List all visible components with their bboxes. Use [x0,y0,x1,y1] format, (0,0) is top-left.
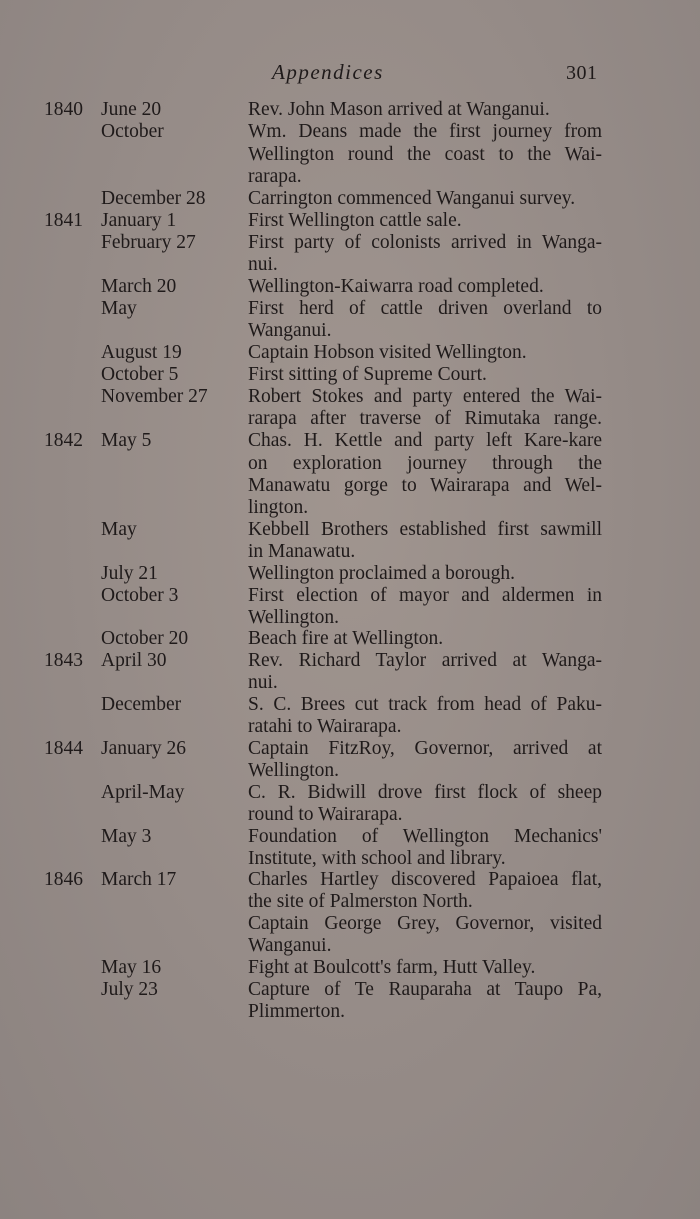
chronology-line [0,429,700,453]
page-number: 301 [566,62,598,84]
date-label: October 3 [101,585,179,606]
chronology-line [0,143,700,167]
event-text: lington. [248,497,309,518]
chronology-line [0,781,700,805]
chronology-line [0,496,700,520]
chronology-line [0,978,700,1002]
year-label: 1840 [44,99,83,120]
chronology-line [0,912,700,936]
chronology-line [0,540,700,564]
year-label: 1843 [44,650,83,671]
date-label: May [101,298,137,319]
chronology-line [0,275,700,299]
event-text: First party of colonists arrived in Wanga- [248,232,602,253]
year-label: 1846 [44,869,83,890]
chronology-line [0,319,700,343]
chronology-line [0,253,700,277]
event-text: Wellington proclaimed a borough. [248,563,516,584]
chronology-line [0,363,700,387]
event-text: Charles Hartley discovered Papaioea flat, [248,869,602,890]
date-label: February 27 [101,232,196,253]
date-label: December [101,694,182,715]
event-text: First Wellington cattle sale. [248,210,462,231]
year-label: 1844 [44,738,83,759]
date-label: April 30 [101,650,167,671]
date-label: December 28 [101,188,206,209]
running-head [0,60,700,90]
chronology-line [0,452,700,476]
event-text: Wm. Deans made the first journey from [248,121,602,142]
date-label: October 5 [101,364,179,385]
chronology-line [0,187,700,211]
date-label: April-May [101,782,185,803]
chronology-line [0,715,700,739]
event-text: Fight at Boulcott's farm, Hutt Valley. [248,957,536,978]
event-text: Wanganui. [248,935,332,956]
chronology-line [0,737,700,761]
chronology-line [0,297,700,321]
event-text: the site of Palmerston North. [248,891,473,912]
date-label: March 20 [101,276,177,297]
event-text: Rev. John Mason arrived at Wanganui. [248,99,550,120]
date-label: November 27 [101,386,208,407]
chronology-line [0,890,700,914]
event-text: Chas. H. Kettle and party left Kare-kare [248,430,602,451]
chronology-line [0,868,700,892]
date-label: May 16 [101,957,162,978]
chronology-line [0,120,700,144]
event-text: Manawatu gorge to Wairarapa and Wel- [248,475,602,496]
event-text: ratahi to Wairarapa. [248,716,402,737]
date-label: October 20 [101,628,189,649]
year-label: 1841 [44,210,83,231]
date-label: July 23 [101,979,158,1000]
date-label: October [101,121,164,142]
date-label: May 5 [101,430,152,451]
chronology-line [0,407,700,431]
event-text: Beach fire at Wellington. [248,628,444,649]
chronology-line [0,562,700,586]
chronology-line [0,1000,700,1024]
date-label: May [101,519,137,540]
date-label: August 19 [101,342,182,363]
date-label: March 17 [101,869,177,890]
event-text: Foundation of Wellington Mechanics' [248,826,602,847]
chronology-line [0,627,700,651]
event-text: Captain George Grey, Governor, visited [248,913,602,934]
event-text: Institute, with school and library. [248,848,506,869]
event-text: Wellington round the coast to the Wai- [248,144,602,165]
event-text: round to Wairarapa. [248,804,403,825]
event-text: C. R. Bidwill drove first flock of sheep [248,782,602,803]
chronology-line [0,671,700,695]
event-text: Kebbell Brothers established first sawmill [248,519,602,540]
date-label: July 21 [101,563,158,584]
date-label: June 20 [101,99,162,120]
event-text: Carrington commenced Wanganui survey. [248,188,576,209]
chronology-line [0,341,700,365]
event-text: on exploration journey through the [248,453,602,474]
event-text: First sitting of Supreme Court. [248,364,487,385]
event-text: nui. [248,672,278,693]
event-text: Plimmerton. [248,1001,345,1022]
event-text: Wanganui. [248,320,332,341]
chronology-line [0,518,700,542]
chronology-line [0,649,700,673]
chronology-line [0,825,700,849]
chronology-line [0,98,700,122]
chronology-line [0,956,700,980]
date-label: January 26 [101,738,187,759]
event-text: nui. [248,254,278,275]
running-head-title: Appendices [272,60,384,84]
event-text: Captain Hobson visited Wellington. [248,342,527,363]
event-text: rarapa after traverse of Rimutaka range. [248,408,602,429]
chronology-line [0,759,700,783]
event-text: Rev. Richard Taylor arrived at Wanga- [248,650,602,671]
chronology-line [0,231,700,255]
event-text: rarapa. [248,166,302,187]
chronology-line [0,209,700,233]
chronology-line [0,165,700,189]
chronology-line [0,385,700,409]
event-text: Wellington. [248,607,340,628]
event-text: Wellington-Kaiwarra road completed. [248,276,544,297]
date-label: January 1 [101,210,177,231]
chronology-line [0,934,700,958]
year-label: 1842 [44,430,83,451]
chronology-line [0,584,700,608]
event-text: First herd of cattle driven overland to [248,298,602,319]
event-text: Captain FitzRoy, Governor, arrived at [248,738,602,759]
event-text: Wellington. [248,760,340,781]
date-label: May 3 [101,826,152,847]
event-text: in Manawatu. [248,541,356,562]
event-text: Capture of Te Rauparaha at Taupo Pa, [248,979,602,1000]
chronology-line [0,693,700,717]
event-text: Robert Stokes and party entered the Wai- [248,386,602,407]
event-text: First election of mayor and aldermen in [248,585,602,606]
chronology-line [0,474,700,498]
event-text: S. C. Brees cut track from head of Paku- [248,694,602,715]
chronology-line [0,803,700,827]
